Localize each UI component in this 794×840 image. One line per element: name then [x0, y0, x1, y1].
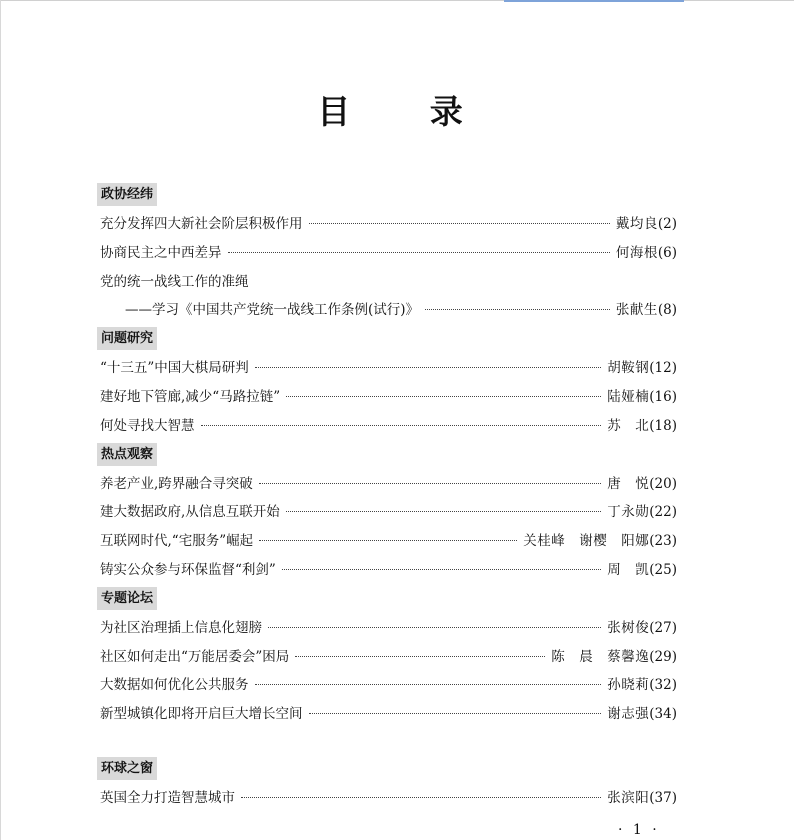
page-number: · 1 ·: [618, 822, 660, 838]
top-accent-bar: [504, 0, 684, 2]
dot-leader: [255, 367, 601, 368]
entry-page: (34): [649, 706, 677, 723]
toc-entry[interactable]: [97, 673, 677, 702]
toc-entry[interactable]: [97, 645, 677, 674]
entry-author: 张滨阳: [607, 789, 650, 806]
entry-page: (2): [657, 216, 677, 232]
entry-author: 张树俊: [607, 619, 650, 636]
entry-title: 充分发挥四大新社会阶层积极作用: [100, 216, 303, 232]
toc-entry[interactable]: [97, 529, 677, 558]
dot-leader: [286, 511, 601, 512]
entry-page: (25): [649, 561, 677, 578]
section-header: 热点观察: [97, 443, 157, 466]
entry-page: (6): [657, 244, 677, 261]
entry-title: “十三五”中国大棋局研判: [100, 360, 249, 377]
entry-title: 社区如何走出“万能居委会”困局: [100, 648, 290, 665]
entry-page: (37): [649, 789, 677, 806]
entry-author: 孙晓莉: [607, 677, 650, 694]
entry-author: 苏 北: [607, 417, 650, 434]
dot-leader: [309, 223, 610, 224]
toc-entry[interactable]: [97, 558, 677, 587]
entry-author: 谢志强: [607, 706, 650, 723]
section-header: 环球之窗: [97, 757, 157, 780]
section-header-wrap: [97, 757, 677, 780]
toc-entry-subtitle[interactable]: [97, 298, 677, 327]
entry-author: 陆娅楠: [607, 388, 650, 405]
section-header-wrap: [97, 443, 677, 466]
page-title: 目 录: [317, 92, 497, 131]
entry-page: (27): [649, 619, 677, 636]
dot-leader: [259, 540, 517, 541]
entry-title: 建好地下管廊,减少“马路拉链”: [100, 388, 281, 405]
dot-leader: [295, 656, 545, 657]
entry-page: (22): [649, 504, 677, 521]
entry-page: (20): [649, 475, 677, 492]
toc-entry[interactable]: [97, 616, 677, 645]
toc-entry[interactable]: [97, 414, 677, 443]
table-of-contents: [97, 183, 677, 815]
entry-page: (12): [649, 360, 677, 377]
entry-author: 唐 悦: [607, 475, 650, 492]
dot-leader: [286, 396, 601, 397]
entry-author: 陈 晨 蔡馨逸: [551, 648, 650, 665]
section-header: 问题研究: [97, 327, 157, 350]
section-header-wrap: [97, 327, 677, 350]
entry-title: 建大数据政府,从信息互联开始: [100, 504, 280, 521]
dot-leader: [282, 569, 601, 570]
entry-title: 英国全力打造智慧城市: [100, 789, 235, 806]
toc-entry[interactable]: [97, 270, 677, 299]
dot-leader: [255, 684, 602, 685]
entry-title: 养老产业,跨界融合寻突破: [100, 475, 253, 492]
entry-page: (29): [649, 648, 677, 665]
entry-page: (8): [657, 302, 677, 319]
toc-entry[interactable]: [97, 385, 677, 414]
section-header: 政协经纬: [97, 183, 157, 206]
entry-title: 互联网时代,“宅服务”崛起: [100, 533, 254, 550]
entry-title: 党的统一战线工作的准绳: [100, 273, 249, 290]
entry-title: 新型城镇化即将开启巨大增长空间: [100, 706, 303, 723]
toc-entry[interactable]: [97, 500, 677, 529]
entry-author: 张献生: [615, 302, 658, 319]
entry-page: (23): [649, 533, 677, 550]
toc-entry[interactable]: [97, 356, 677, 385]
dot-leader: [201, 425, 602, 426]
entry-page: (32): [649, 677, 677, 694]
entry-title: ——学习《中国共产党统一战线工作条例(试行)》: [125, 302, 420, 319]
dot-leader: [241, 797, 601, 798]
entry-author: 何海根: [615, 244, 658, 261]
dot-leader: [309, 713, 602, 714]
entry-page: (18): [649, 417, 677, 434]
entry-title: 铸实公众参与环保监督“利剑”: [100, 561, 276, 578]
entry-title: 何处寻找大智慧: [100, 417, 195, 434]
dot-leader: [425, 309, 610, 310]
toc-entry[interactable]: [97, 472, 677, 501]
section-header-wrap: [97, 183, 677, 206]
toc-entry[interactable]: [97, 212, 677, 241]
dot-leader: [268, 627, 601, 628]
toc-entry[interactable]: [97, 702, 677, 731]
dot-leader: [259, 483, 601, 484]
entry-title: 大数据如何优化公共服务: [100, 677, 249, 694]
section-header-wrap: [97, 587, 677, 610]
entry-author: 关桂峰 谢樱 阳娜: [523, 533, 650, 550]
entry-author: 戴均良: [615, 216, 658, 232]
toc-entry[interactable]: [97, 241, 677, 270]
entry-title: 为社区治理插上信息化翅膀: [100, 619, 262, 636]
section-header: 专题论坛: [97, 587, 157, 610]
dot-leader: [228, 252, 610, 253]
entry-author: 周 凯: [607, 561, 650, 578]
entry-author: 丁永勋: [607, 504, 650, 521]
entry-page: (16): [649, 388, 677, 405]
toc-entry[interactable]: [97, 786, 677, 815]
entry-title: 协商民主之中西差异: [100, 244, 222, 261]
entry-author: 胡鞍钢: [607, 360, 650, 377]
